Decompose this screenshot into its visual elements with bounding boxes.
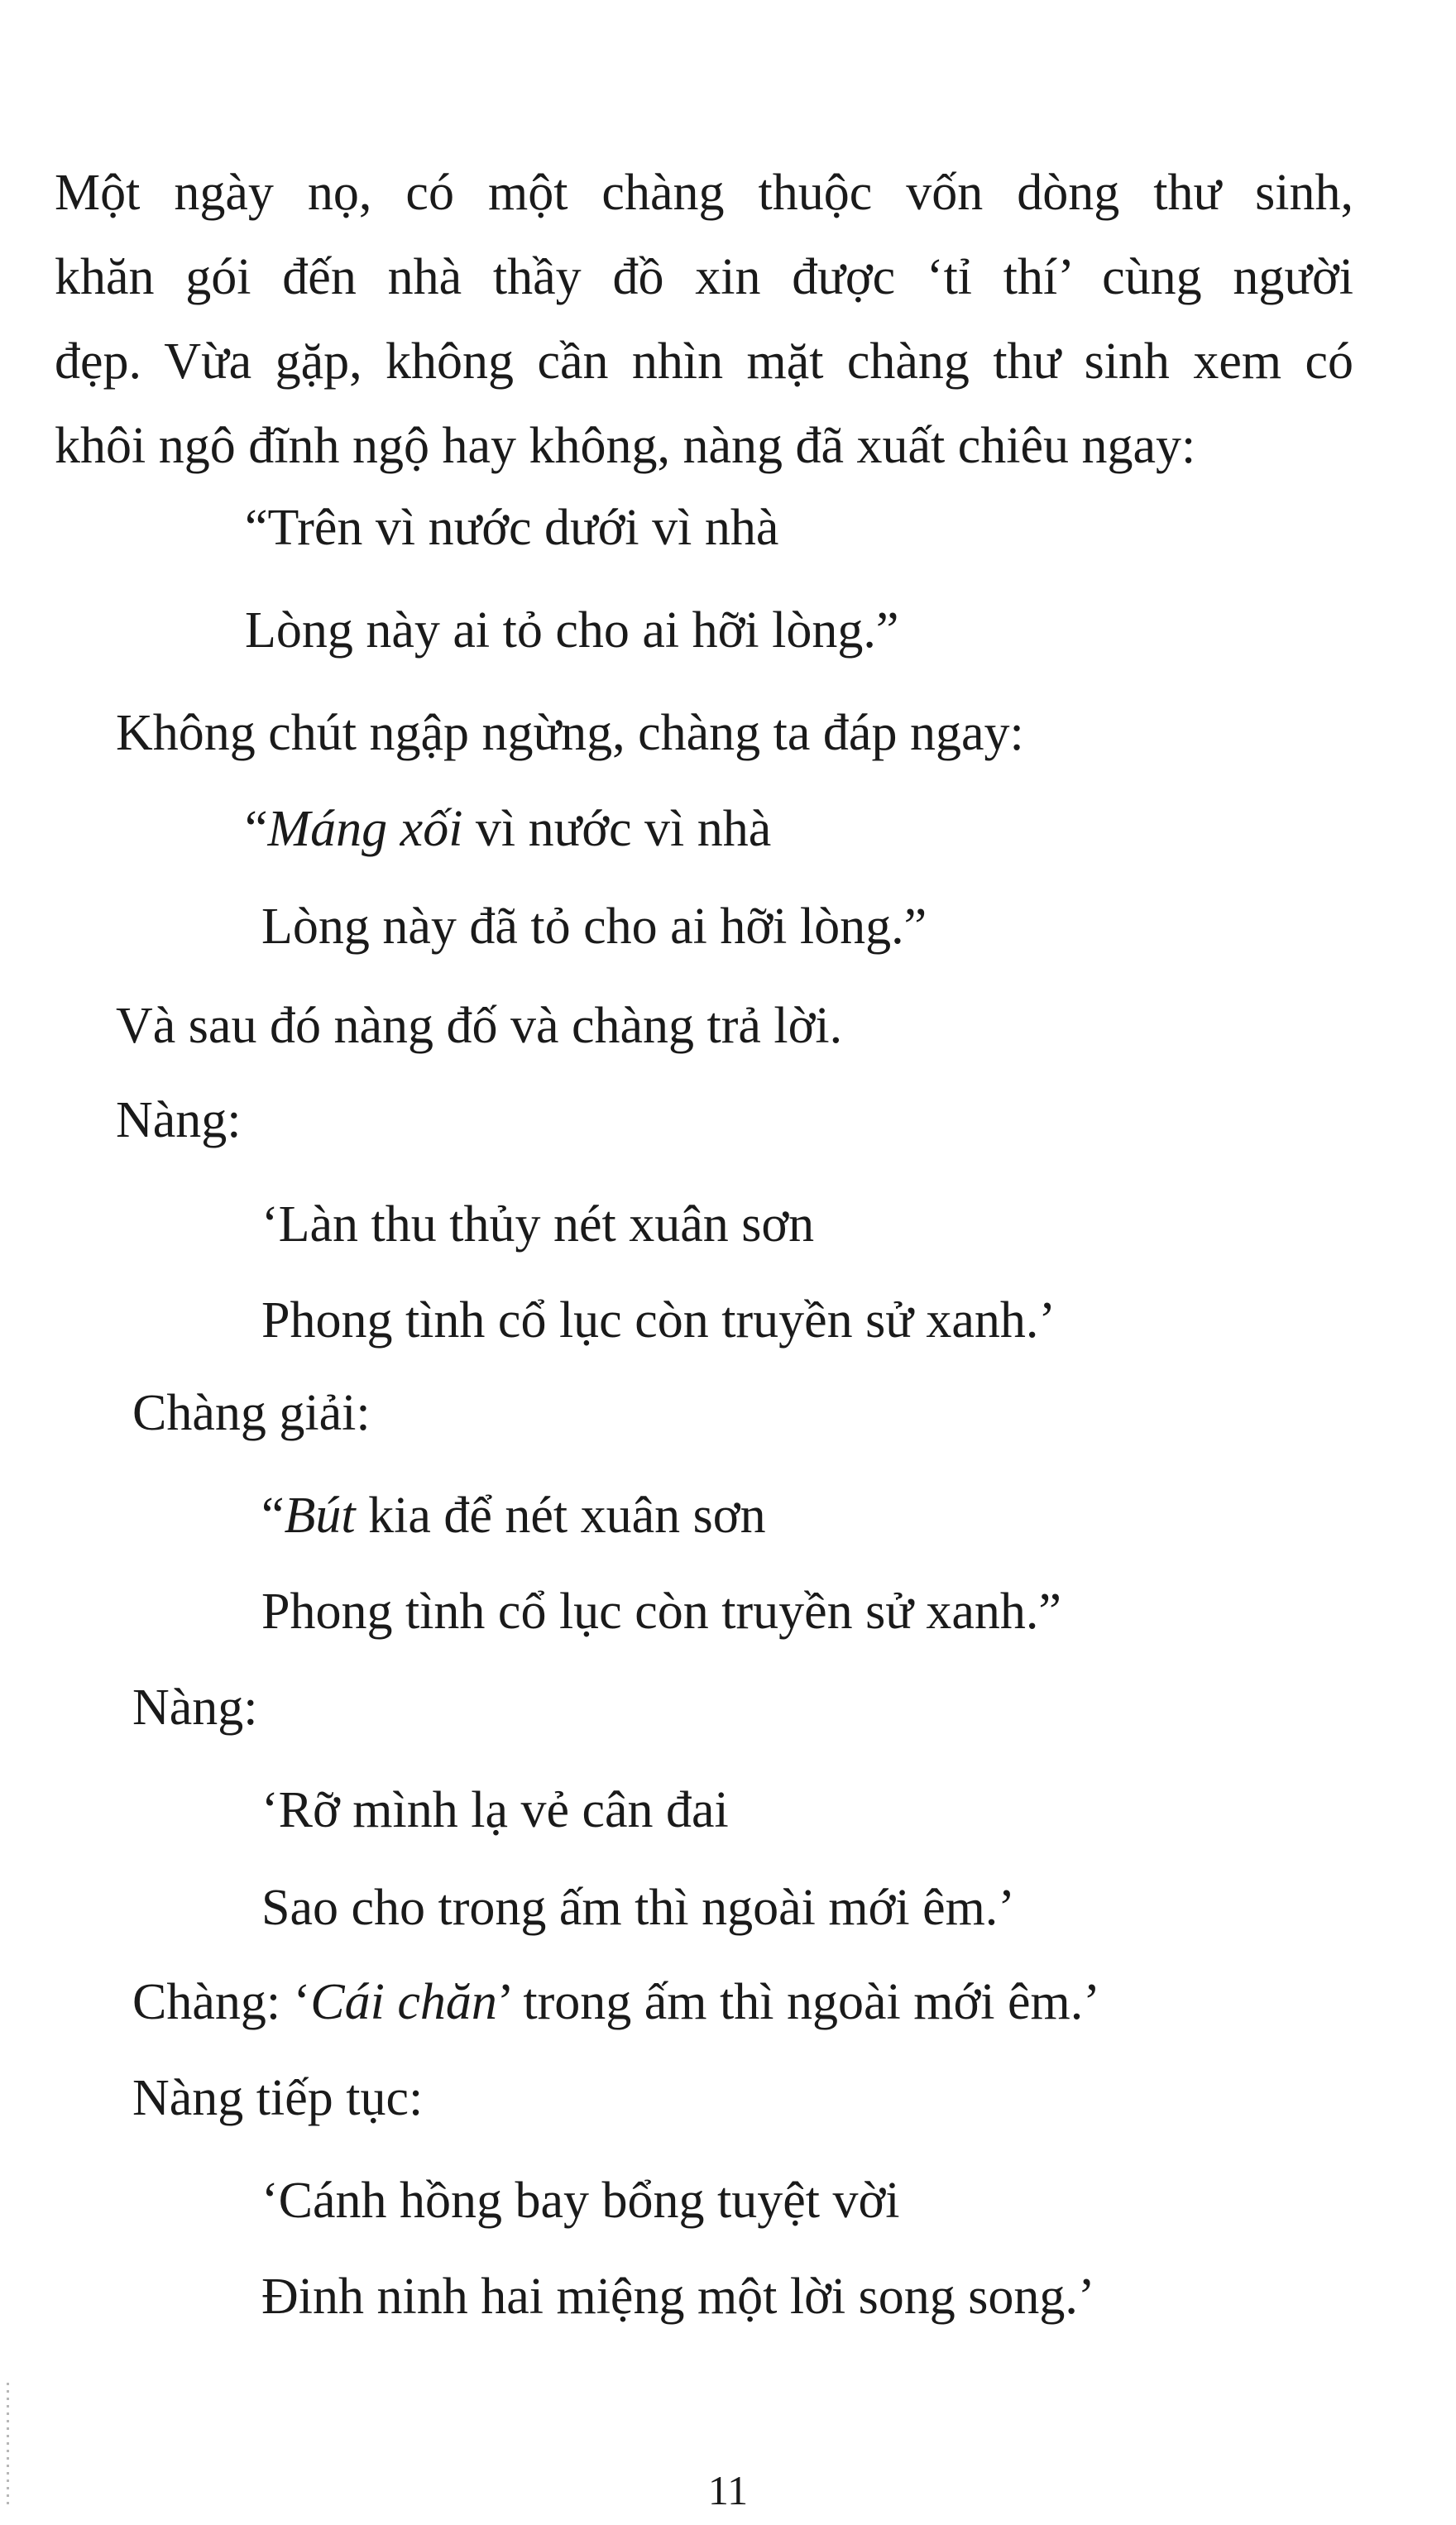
italic-answer: Cái chăn: [310, 1974, 497, 2030]
speaker-label: Nàng:: [116, 1092, 242, 1148]
verse-line: [245, 796, 771, 862]
quote-mark: “: [261, 1488, 285, 1544]
verse-line: ‘Cánh hồng bay bổng tuyệt vời: [261, 2173, 900, 2229]
verse-line: ‘Rỡ mình lạ vẻ cân đai: [261, 1782, 729, 1838]
dialogue-line: Không chút ngập ngừng, chàng ta đáp ngay:: [116, 705, 1024, 761]
quote-mark: “: [245, 801, 268, 857]
paragraph-line: Một ngày nọ, có một chàng thuộc vốn dòng thư sinh,: [55, 165, 1353, 221]
speaker-prefix: Chàng: ‘: [132, 1974, 311, 2030]
verse-rest: vì nước vì nhà: [462, 801, 772, 857]
speaker-label: Chàng giải:: [132, 1385, 371, 1441]
verse-line: Lòng này ai tỏ cho ai hỡi lòng.”: [245, 602, 899, 659]
paragraph-line: khôi ngô đĩnh ngộ hay không, nàng đã xuất chiêu ngay:: [55, 418, 1196, 474]
verse-line: Lòng này đã tỏ cho ai hỡi lòng.”: [261, 898, 927, 955]
dialogue-line: Nàng tiếp tục:: [132, 2070, 424, 2126]
italic-answer: Máng xối: [267, 801, 463, 857]
verse-rest: kia để nét xuân sơn: [355, 1488, 766, 1544]
verse-line: “Trên vì nước dưới vì nhà: [245, 500, 779, 556]
verse-line: Sao cho trong ấm thì ngoài mới êm.’: [261, 1880, 1015, 1936]
paragraph-line: đẹp. Vừa gặp, không cần nhìn mặt chàng thư sinh xem có: [55, 333, 1353, 390]
verse-line: Đinh ninh hai miệng một lời song song.’: [261, 2269, 1095, 2325]
verse-line: Phong tình cổ lục còn truyền sử xanh.’: [261, 1292, 1056, 1349]
opening-paragraph: [55, 151, 1353, 488]
speaker-label: Nàng:: [132, 1679, 258, 1736]
scan-edge-marks: [7, 2383, 9, 2507]
dialogue-rest: ’ trong ấm thì ngoài mới êm.’: [496, 1974, 1100, 2030]
page-number: 11: [707, 2467, 749, 2513]
paragraph-line: khăn gói đến nhà thầy đồ xin được ‘tỉ thí’ cùng người: [55, 249, 1353, 305]
verse-line: Phong tình cổ lục còn truyền sử xanh.”: [261, 1584, 1061, 1640]
verse-line: [261, 1483, 766, 1549]
italic-answer: Bút: [284, 1488, 356, 1544]
dialogue-line: [132, 1969, 1100, 2035]
verse-line: ‘Làn thu thủy nét xuân sơn: [261, 1196, 815, 1253]
dialogue-line: Và sau đó nàng đố và chàng trả lời.: [116, 998, 843, 1054]
